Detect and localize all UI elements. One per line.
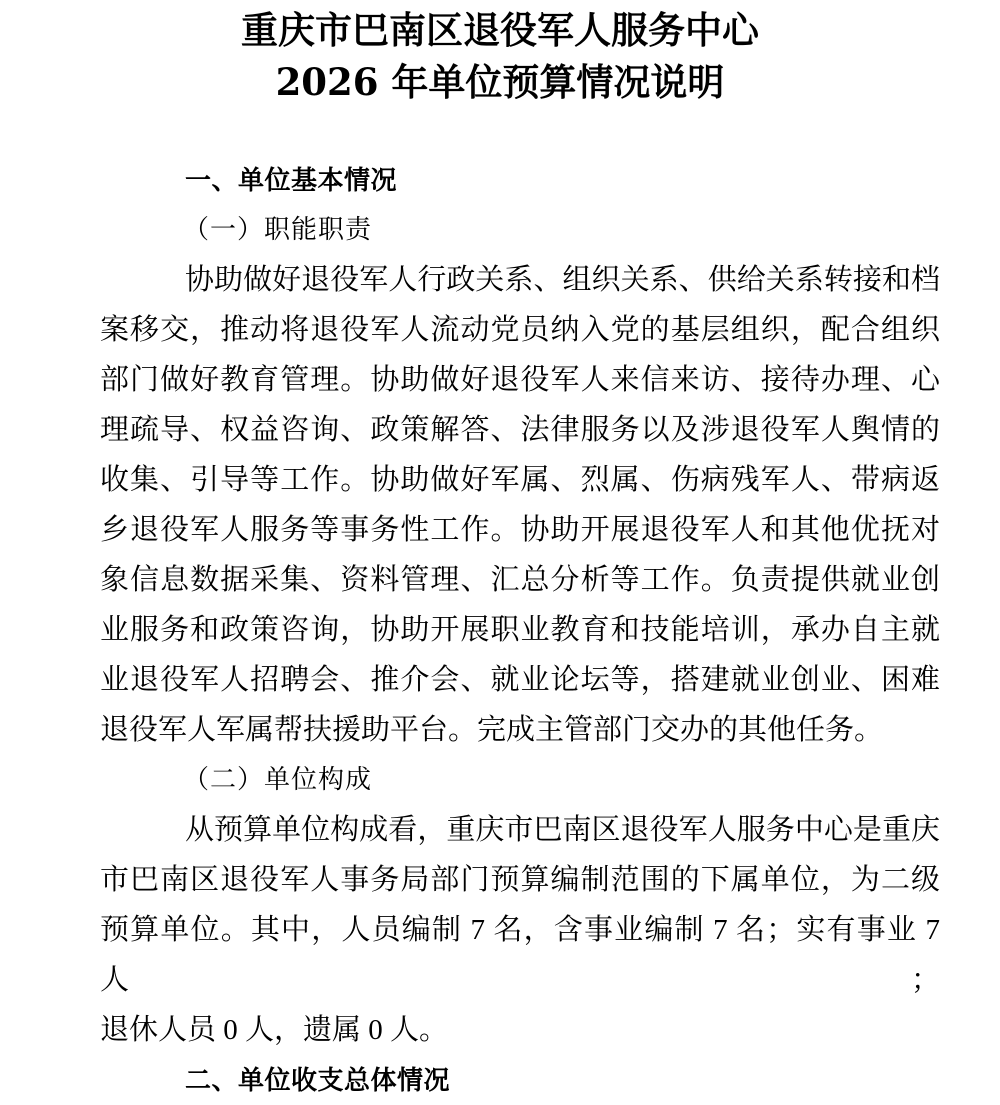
body-text-line: 理疏导、权益咨询、政策解答、法律服务以及涉退役军人舆情的 — [100, 414, 940, 446]
body-text-line: 收集、引导等工作。协助做好军属、烈属、伤病残军人、带病返 — [100, 464, 940, 496]
body-text-line: 预算单位。其中，人员编制 7 名，含事业编制 7 名；实有事业 7 人； — [100, 914, 940, 996]
subsection-heading: （二）单位构成 — [183, 765, 373, 794]
body-text-line: 从预算单位构成看，重庆市巴南区退役军人服务中心是重庆 — [185, 814, 940, 846]
body-text-line: 业退役军人招聘会、推介会、就业论坛等，搭建就业创业、困难 — [100, 664, 940, 696]
body-text-line: 市巴南区退役军人事务局部门预算编制范围的下属单位，为二级 — [100, 864, 940, 896]
body-text-line: 部门做好教育管理。协助做好退役军人来信来访、接待办理、心 — [100, 364, 940, 396]
body-text-line: 退役军人军属帮扶援助平台。完成主管部门交办的其他任务。 — [100, 714, 884, 746]
document-body — [100, 155, 940, 1105]
body-text-line: 乡退役军人服务等事务性工作。协助开展退役军人和其他优抚对 — [100, 514, 940, 546]
subsection-heading: （一）职能职责 — [183, 215, 373, 244]
body-text-line: 协助做好退役军人行政关系、组织关系、供给关系转接和档 — [185, 264, 940, 296]
document-title-line-1: 重庆市巴南区退役军人服务中心 — [241, 8, 759, 52]
section-heading: 二、单位收支总体情况 — [185, 1065, 451, 1095]
body-text-line: 案移交，推动将退役军人流动党员纳入党的基层组织，配合组织 — [100, 314, 940, 346]
document-title-line-2: 2026 年单位预算情况说明 — [275, 60, 725, 104]
body-text-line: 业服务和政策咨询，协助开展职业教育和技能培训，承办自主就 — [100, 614, 940, 646]
document-title — [0, 0, 1000, 108]
body-text-line: 象信息数据采集、资料管理、汇总分析等工作。负责提供就业创 — [100, 564, 940, 596]
section-heading: 一、单位基本情况 — [185, 165, 398, 195]
body-text-line: 退休人员 0 人，遗属 0 人。 — [100, 1014, 449, 1046]
